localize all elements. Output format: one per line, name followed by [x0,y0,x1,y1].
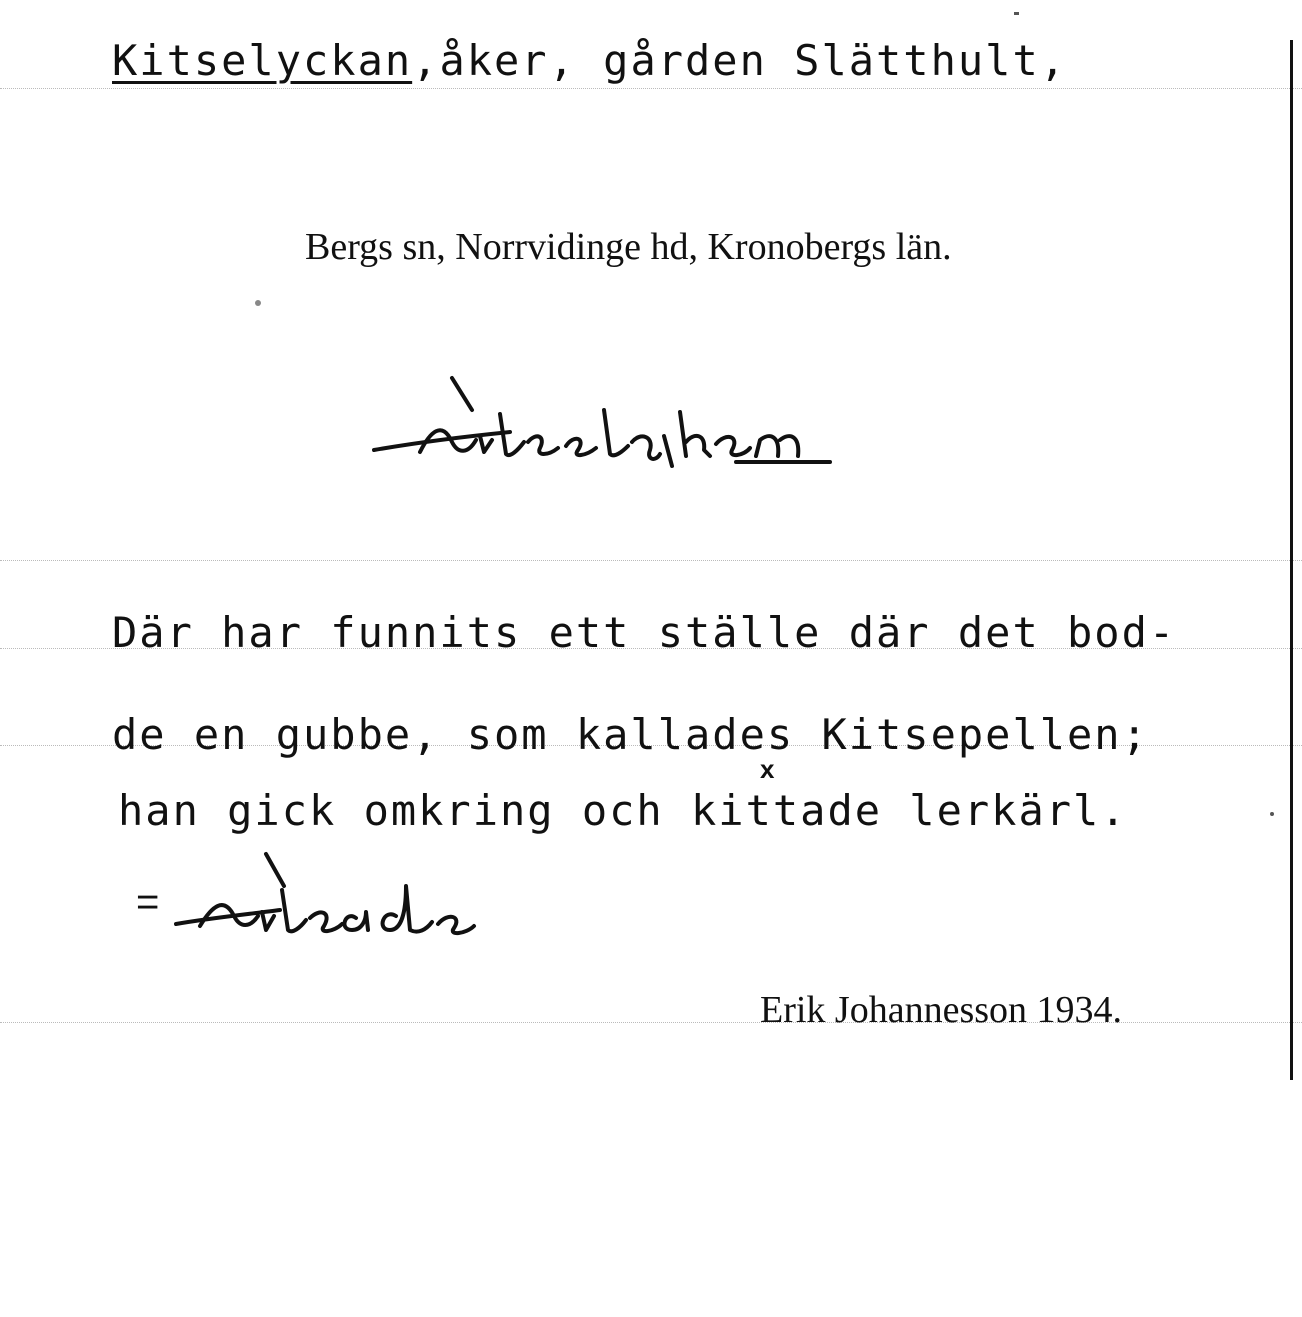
speck [1270,812,1274,816]
signature: Erik Johannesson 1934. [760,989,1123,1031]
body-line-1: Där har funnits ett ställe där det bod- [112,608,1177,657]
handwritten-phonetic-name [360,370,880,480]
title-line [112,36,1067,85]
speck [1014,12,1019,15]
insertion-mark: x [760,754,775,784]
card-edge-line [1290,40,1293,1080]
location-line: Bergs sn, Norrvidinge hd, Kronobergs län. [305,226,952,268]
handwritten-phonetic-verb [170,850,530,950]
title-rest: ,åker, gården Slätthult, [412,36,1068,85]
speck [255,300,261,306]
body-line-2: de en gubbe, som kallades Kitsepellen; [112,710,1149,759]
body-line-3: han gick omkring och kittade lerkärl. [118,786,1128,835]
title-headword: Kitselyckan [112,36,413,85]
equals-sign: = [136,880,160,924]
guide-line [0,560,1302,561]
guide-line [0,88,1302,89]
